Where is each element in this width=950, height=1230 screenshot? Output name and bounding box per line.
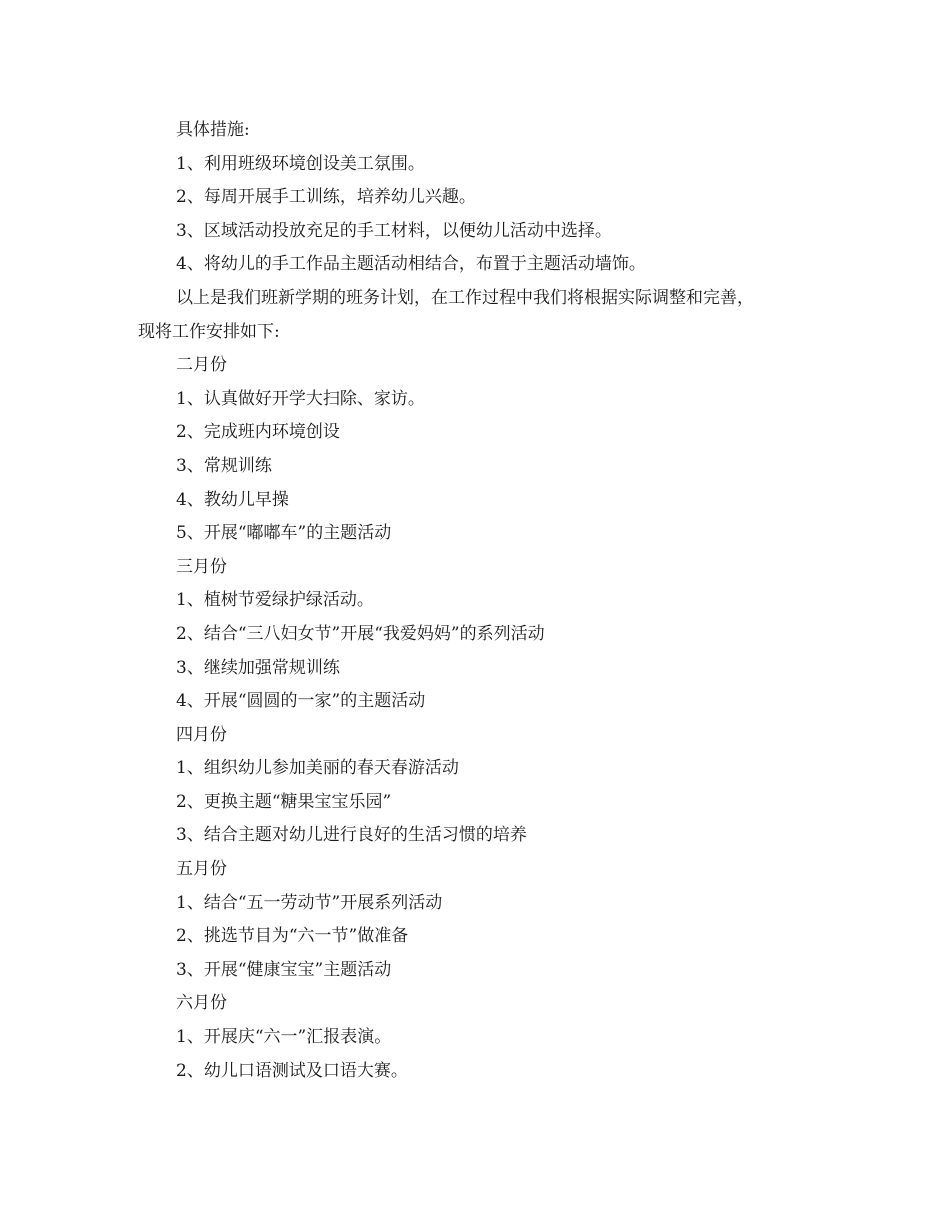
schedule-item: 2、更换主题“糖果宝宝乐园” xyxy=(176,791,392,812)
month-heading-april: 四月份 xyxy=(176,724,227,745)
schedule-item: 4、开展“圆圆的一家”的主题活动 xyxy=(176,691,426,712)
measure-item: 1、利用班级环境创设美工氛围。 xyxy=(176,153,425,174)
schedule-item: 1、组织幼儿参加美丽的春天春游活动 xyxy=(176,758,459,779)
summary-paragraph-line: 以上是我们班新学期的班务计划，在工作过程中我们将根据实际调整和完善， xyxy=(176,287,754,308)
month-heading-march: 三月份 xyxy=(176,556,227,577)
schedule-item: 5、开展“嘟嘟车”的主题活动 xyxy=(176,523,392,544)
schedule-item: 4、教幼儿早操 xyxy=(176,489,289,510)
schedule-item: 3、继续加强常规训练 xyxy=(176,657,340,678)
month-heading-june: 六月份 xyxy=(176,993,227,1014)
schedule-item: 3、结合主题对幼儿进行良好的生活习惯的培养 xyxy=(176,825,527,846)
schedule-item: 1、植树节爱绿护绿活动。 xyxy=(176,590,374,611)
summary-paragraph-line: 现将工作安排如下: xyxy=(138,321,280,342)
schedule-item: 3、常规训练 xyxy=(176,455,272,476)
schedule-item: 2、挑选节目为“六一节”做准备 xyxy=(176,926,409,947)
schedule-item: 2、完成班内环境创设 xyxy=(176,422,340,443)
schedule-item: 3、开展“健康宝宝”主题活动 xyxy=(176,959,392,980)
month-heading-may: 五月份 xyxy=(176,859,227,880)
schedule-item: 2、幼儿口语测试及口语大赛。 xyxy=(176,1060,408,1081)
measure-item: 2、每周开展手工训练，培养幼儿兴趣。 xyxy=(176,187,476,208)
schedule-item: 1、开展庆“六一”汇报表演。 xyxy=(176,1027,392,1048)
measure-item: 4、将幼儿的手工作品主题活动相结合，布置于主题活动墙饰。 xyxy=(176,254,646,275)
month-heading-february: 二月份 xyxy=(176,355,227,376)
measure-item: 3、区域活动投放充足的手工材料，以便幼儿活动中选择。 xyxy=(176,220,612,241)
schedule-item: 1、认真做好开学大扫除、家访。 xyxy=(176,388,425,409)
document-body xyxy=(138,114,818,1088)
schedule-item: 2、结合“三八妇女节”开展“我爱妈妈”的系列活动 xyxy=(176,623,545,644)
section-heading-measures: 具体措施: xyxy=(176,120,250,140)
schedule-item: 1、结合“五一劳动节”开展系列活动 xyxy=(176,892,443,913)
